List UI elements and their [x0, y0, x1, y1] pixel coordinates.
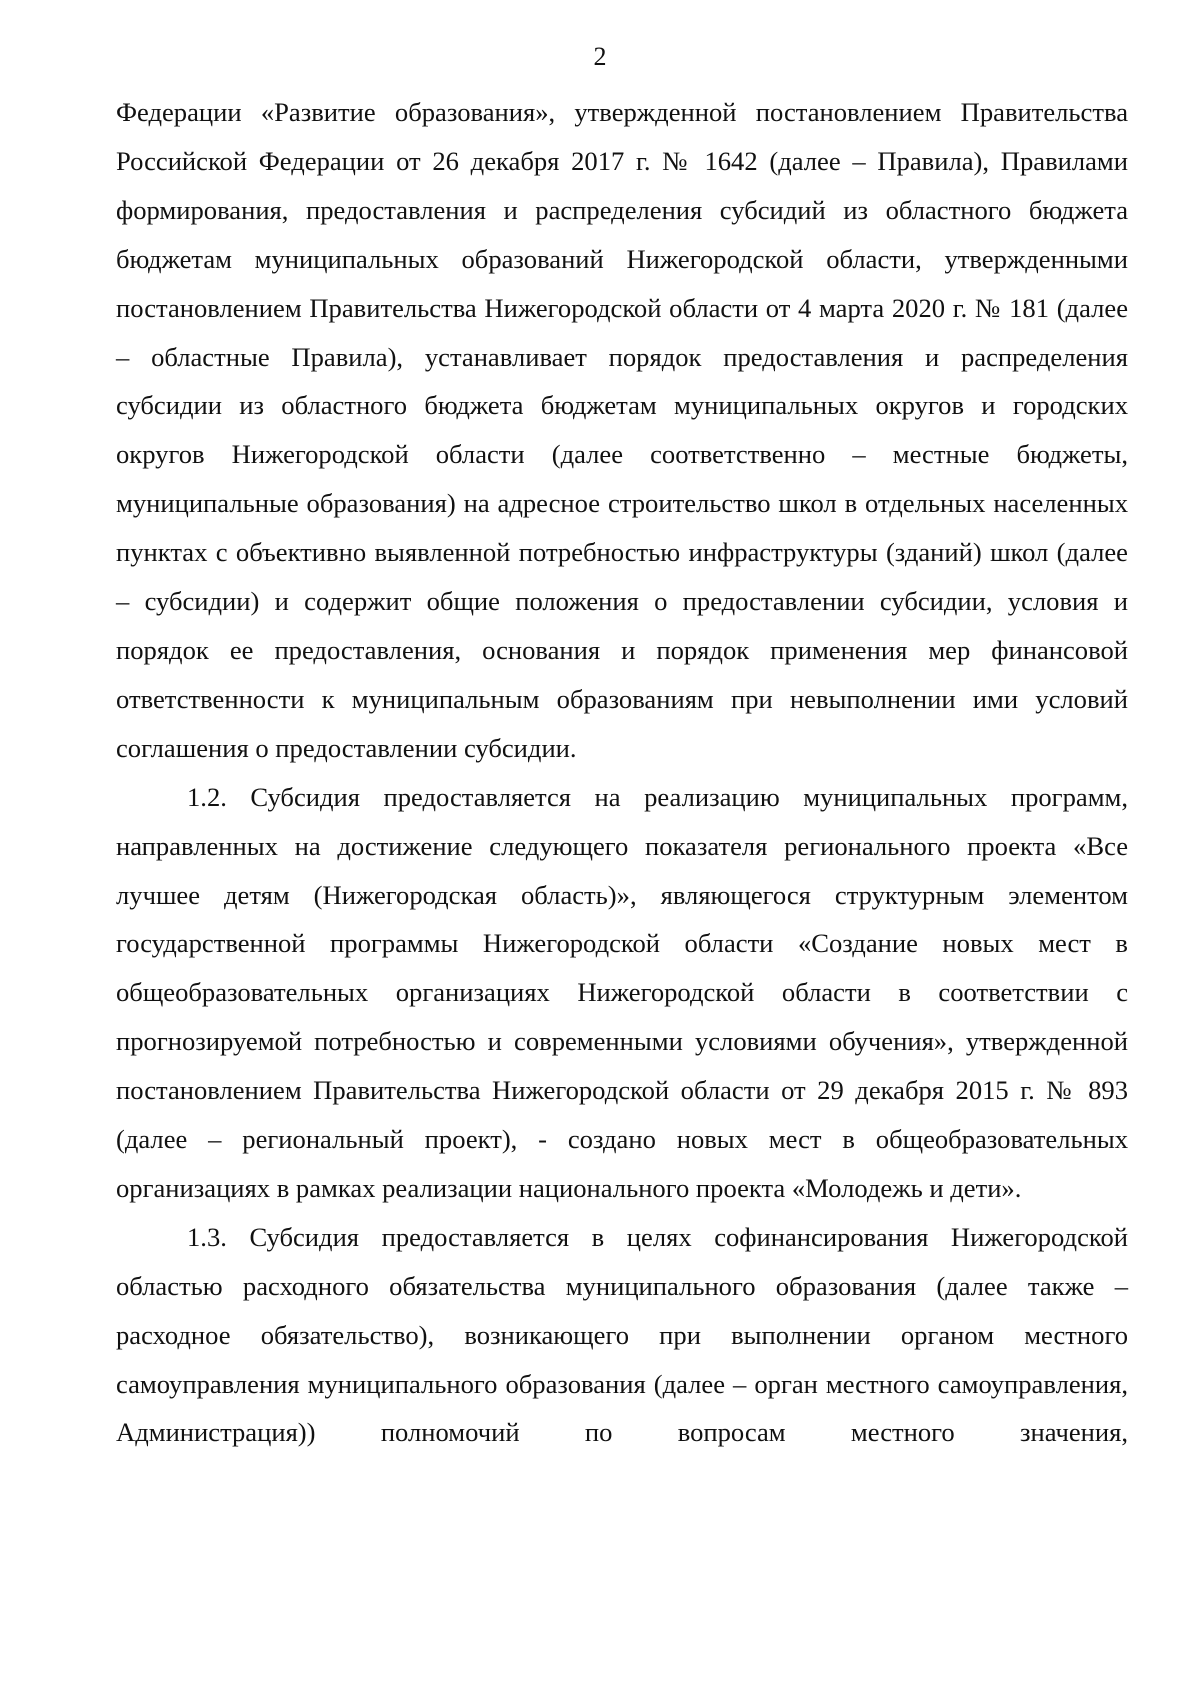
- document-body: [116, 88, 1128, 1457]
- page-number: 2: [593, 42, 607, 71]
- paragraph-1-3: 1.3. Субсидия предоставляется в целях софинансирования Нижегородской областью расходного обязательства муниципального образования (далее также – расходное обязательство), возникающего при выполнении органом местного самоуправления муниципального образования (далее – орган местного самоуправления, Администрация)) полномочий по вопросам местного значения,: [116, 1221, 1128, 1448]
- paragraph-1-2: 1.2. Субсидия предоставляется на реализацию муниципальных программ, направленных на достижение следующего показателя регионального проекта «Все лучшее детям (Нижегородская область)», являющегося структурным элементом государственной программы Нижегородской области «Создание новых мест в общеобразовательных организациях Нижегородской области в соответствии с прогнозируемой потребностью и современными условиями обучения», утвержденной постановлением Правительства Нижегородской области от 29 декабря 2015 г. № 893 (далее – региональный проект), - создано новых мест в общеобразовательных организациях в рамках реализации национального проекта «Молодежь и дети».: [116, 781, 1128, 1203]
- paragraph-continuation: Федерации «Развитие образования», утвержденной постановлением Правительства Российской Федерации от 26 декабря 2017 г. № 1642 (далее – Правила), Правилами формирования, предоставления и распределения субсидий из областного бюджета бюджетам муниципальных образований Нижегородской области, утвержденными постановлением Правительства Нижегородской области от 4 марта 2020 г. № 181 (далее – областные Правила), устанавливает порядок предоставления и распределения субсидии из областного бюджета бюджетам муниципальных округов и городских округов Нижегородской области (далее соответственно – местные бюджеты, муниципальные образования) на адресное строительство школ в отдельных населенных пунктах с объективно выявленной потребностью инфраструктуры (зданий) школ (далее – субсидии) и содержит общие положения о предоставлении субсидии, условия и порядок ее предоставления, основания и порядок применения мер финансовой ответственности к муниципальным образованиям при невыполнении ими условий соглашения о предоставлении субсидии.: [116, 97, 1128, 763]
